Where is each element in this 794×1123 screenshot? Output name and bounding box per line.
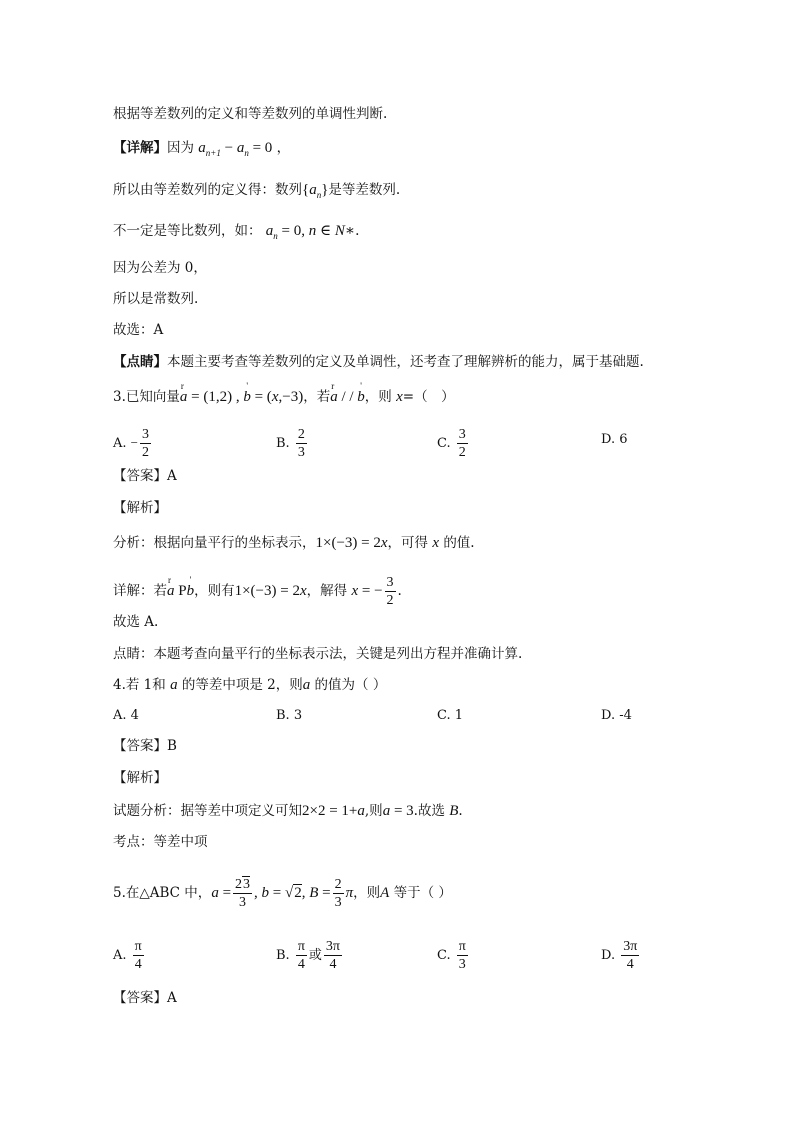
formula: a = 3	[382, 803, 414, 819]
question-5	[113, 876, 452, 911]
formula: x = −	[351, 583, 383, 599]
answer: 【答案】A	[113, 990, 177, 1006]
option-c	[437, 426, 470, 461]
text-part: ,则	[364, 803, 383, 819]
fraction: $\frac{3}{2}$	[142, 427, 150, 460]
text-part: 不一定是等比数列，如：	[113, 223, 262, 239]
question-text: =（ ）	[402, 389, 455, 405]
option-b	[276, 938, 344, 973]
text-line: 点睛：本题考查向量平行的坐标表示法，关键是列出方程并准确计算.	[113, 646, 523, 662]
answer: 【答案】B	[113, 738, 177, 754]
option-b	[276, 426, 309, 461]
text-line: 所以是常数列.	[113, 291, 199, 307]
text-part: ，解得	[306, 583, 348, 599]
text-part: ，则有	[194, 583, 235, 599]
text-part: 所以由等差数列的定义得：数列	[113, 182, 302, 198]
question-text: 3.已知向量	[113, 389, 180, 405]
text-part: 详解：若	[113, 583, 167, 599]
formula: r a P' b	[167, 583, 194, 599]
analysis-line: 试题分析：据等差中项定义可知2×2 = 1+a,则a = 3.故选 B.	[113, 803, 463, 819]
option-label: A.	[113, 948, 127, 963]
text-part: ，可得	[387, 535, 429, 551]
insight-line	[113, 352, 644, 372]
formula: π	[345, 885, 354, 901]
question-text: 5.在△ABC 中，	[113, 885, 212, 901]
insight-text: 本题主要考查等差数列的定义及单调性，还考查了理解辨析的能力，属于基础题.	[167, 354, 644, 370]
fraction: $\frac{\pi}{4}$	[297, 939, 305, 972]
formula: B	[449, 803, 459, 819]
formula: $a_{n+1} - a_n = 0$	[198, 140, 273, 158]
option-d	[601, 938, 641, 973]
detail-line: 【详解】因为 $a_{n+1} - a_n = 0$ ，	[113, 140, 291, 158]
fraction: $\frac{\pi}{3}$	[458, 939, 466, 972]
formula: , b = √2, B =	[254, 885, 331, 901]
option-c: C. 1	[437, 708, 464, 723]
fraction: $\frac{3\pi}{4}$	[325, 939, 340, 972]
insight-heading: 【点睛】	[113, 354, 167, 370]
formula: r a / / ' b	[330, 389, 365, 405]
detail-heading: 【详解】	[113, 140, 167, 156]
text-part: 试题分析：据等差中项定义可知	[113, 803, 302, 819]
text-line: 根据等差数列的定义和等差数列的单调性判断.	[113, 106, 388, 122]
text-line: 因为公差为 0，	[113, 260, 207, 276]
formula: $\{a_n\}$	[302, 182, 329, 200]
text-part: .故选	[413, 803, 445, 819]
formula: a	[170, 677, 178, 693]
fraction: $\frac{2}{3}$	[297, 427, 305, 460]
option-label: A.	[113, 436, 127, 451]
question-text: 4.若 1和	[113, 677, 166, 693]
option-label: C.	[437, 436, 451, 451]
question-text: 的值为（ ）	[314, 677, 387, 693]
question-text: ，则	[364, 389, 392, 405]
fraction: $\frac{3}{2}$	[386, 575, 394, 608]
option-label: B.	[276, 948, 290, 963]
formula: x	[396, 389, 403, 405]
analysis-line	[113, 533, 475, 553]
detail-text: 因为	[167, 140, 194, 156]
fraction: $\frac{3\pi}{4}$	[623, 939, 638, 972]
answer: 【答案】A	[113, 468, 177, 484]
text-part: 的值.	[443, 535, 475, 551]
detail-line: 详解：若r a P' b，则有1×(−3) = 2x，解得 x = − $\frac{3}{2}$ .	[113, 574, 402, 609]
text-line: 故选：A	[113, 322, 164, 338]
analysis-heading: 【解析】	[113, 770, 167, 786]
fraction: $\frac{2}{3}$	[334, 877, 342, 910]
text-line: 不一定是等比数列，如： $a_n = 0$, n ∈ N∗.	[113, 223, 360, 241]
question-3	[113, 387, 455, 407]
text-line: 故选 A.	[113, 614, 159, 630]
text-part: 是等差数列.	[328, 182, 401, 198]
formula: A	[380, 885, 390, 901]
formula: x	[432, 535, 440, 551]
option-a: A. − $\frac{3}{2}$	[113, 427, 150, 460]
question-4	[113, 675, 386, 695]
option-label: D.	[601, 948, 616, 963]
option-a	[113, 938, 146, 973]
formula: 2×2 = 1+a	[302, 803, 365, 819]
formula: 1×(−3) = 2x	[315, 535, 388, 551]
text-part: 或	[308, 948, 322, 963]
option-b: B. 3	[276, 708, 303, 723]
formula: a	[302, 677, 311, 693]
option-d: D. -4	[601, 708, 632, 723]
text-line	[113, 180, 400, 205]
formula: 1×(−3) = 2x	[234, 583, 307, 599]
option-a: A. 4	[113, 708, 139, 723]
option-label: C.	[437, 948, 451, 963]
fraction: $\frac{3}{2}$	[458, 427, 466, 460]
text-line: 考点：等差中项	[113, 834, 208, 850]
text-part: 分析：根据向量平行的坐标表示，	[113, 535, 316, 551]
formula: r a = (1,2) , ' b = (x,−3)	[180, 389, 303, 405]
formula: a =	[211, 885, 232, 901]
analysis-heading: 【解析】	[113, 500, 167, 516]
option-d: D. 6	[601, 432, 628, 447]
fraction: $\frac{\pi}{4}$	[134, 939, 142, 972]
formula: $a_n = 0$, n ∈ N∗	[265, 223, 356, 241]
option-c	[437, 938, 470, 973]
option-label: B.	[276, 436, 290, 451]
question-text: ，则	[353, 885, 381, 901]
fraction: $\frac{23}{3}$	[235, 877, 251, 910]
question-text: ，若	[303, 389, 331, 405]
question-text: 的等差中项是 2，则	[181, 677, 303, 693]
question-text: 等于（ ）	[393, 885, 452, 901]
